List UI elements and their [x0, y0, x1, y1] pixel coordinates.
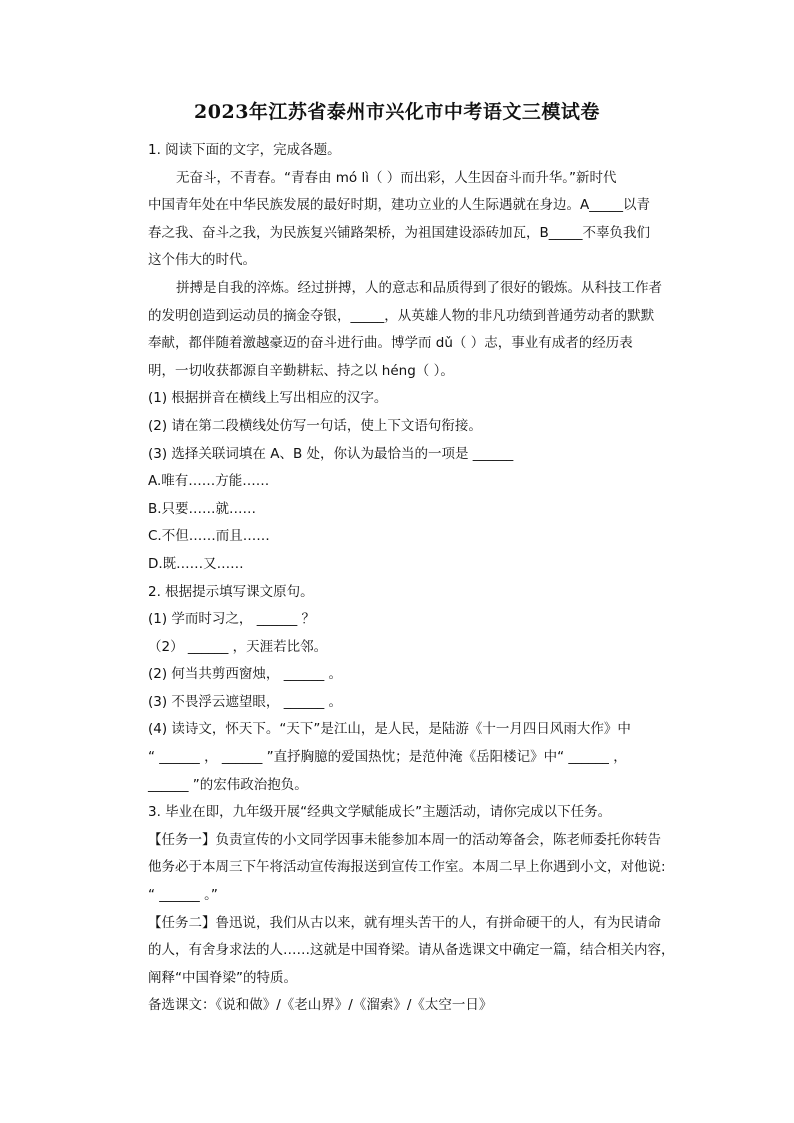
- text-line: 的人，有舍身求法的人……这就是中国脊梁。请从备选课文中确定一篇，结合相关内容，: [148, 942, 675, 959]
- text-line: B.只要……就……: [148, 500, 257, 517]
- text-line: 他务必于本周三下午将活动宣传海报送到宣传工作室。本周二早上你遇到小文，对他说:: [148, 859, 666, 876]
- text-line: 3. 毕业在即，九年级开展“经典文学赋能成长”主题活动，请你完成以下任务。: [148, 804, 612, 821]
- text-line: 2. 根据提示填写课文原句。: [148, 583, 314, 600]
- text-line: (1) 根据拼音在横线上写出相应的汉字。: [148, 390, 388, 407]
- text-line: 拼搏是自我的淬炼。经过拼搏，人的意志和品质得到了很好的锻炼。从科技工作者: [176, 279, 662, 296]
- document-title: 2023年江苏省泰州市兴化市中考语文三模试卷: [194, 101, 600, 123]
- text-line: (3) 不畏浮云遮望眼， ______ 。: [148, 693, 342, 710]
- text-line: (1) 学而时习之， ______ ？: [148, 611, 315, 628]
- text-line: (4) 读诗文，怀天下。“天下”是江山，是人民，是陆游《十一月四日风雨大作》中: [148, 721, 631, 738]
- document-body: [148, 137, 675, 1020]
- text-line: 明，一切收获都源自辛勤耕耘、持之以 héng（ ）。: [148, 362, 454, 379]
- text-line: 的发明创造到运动员的摘金夺银，_____，从英雄人物的非凡功绩到普通劳动者的默默: [148, 307, 655, 324]
- text-line: 【任务一】负责宣传的小文同学因事未能参加本周一的活动筹备会，陈老师委托你转告: [148, 831, 661, 848]
- text-line: ______ ”的宏伟政治抱负。: [148, 776, 308, 793]
- text-line: 中国青年处在中华民族发展的最好时期，建功立业的人生际遇就在身边。A_____以青: [148, 197, 650, 214]
- text-line: 春之我、奋斗之我，为民族复兴铺路架桥，为祖国建设添砖加瓦，B_____不辜负我们: [148, 224, 651, 241]
- text-line: 阐释“中国脊梁”的特质。: [148, 969, 297, 986]
- text-line: （2） ______ ，天涯若比邻。: [148, 638, 328, 655]
- text-line: 备选课文：《说和做》/《老山界》/《溜索》/《太空一日》: [148, 997, 493, 1014]
- text-line: D.既……又……: [148, 555, 244, 572]
- text-line: “ ______ 。”: [148, 887, 218, 904]
- text-line: “ ______ ， ______ ”直抒胸臆的爱国热忱；是范仲淹《岳阳楼记》中“ ______ ，: [148, 749, 627, 766]
- text-line: 奉献，都伴随着激越豪迈的奋斗进行曲。博学而 dǔ（ ）志，事业有成者的经历表: [148, 335, 633, 352]
- text-line: C.不但……而且……: [148, 528, 270, 545]
- text-line: A.唯有……方能……: [148, 473, 270, 490]
- text-line: 1. 阅读下面的文字，完成各题。: [148, 142, 341, 158]
- text-line: (2) 何当共剪西窗烛， ______ 。: [148, 666, 342, 683]
- text-line: 【任务二】鲁迅说，我们从古以来，就有埋头苦干的人，有拼命硬干的人，有为民请命: [148, 914, 661, 931]
- text-line: 无奋斗，不青春。“青春由 mó lì（ ）而出彩，人生因奋斗而升华。”新时代: [176, 169, 617, 186]
- text-line: (3) 选择关联词填在 A、B 处，你认为最恰当的一项是 ______: [148, 445, 514, 462]
- text-line: 这个伟大的时代。: [148, 252, 256, 269]
- text-line: (2) 请在第二段横线处仿写一句话，使上下文语句衔接。: [148, 417, 482, 434]
